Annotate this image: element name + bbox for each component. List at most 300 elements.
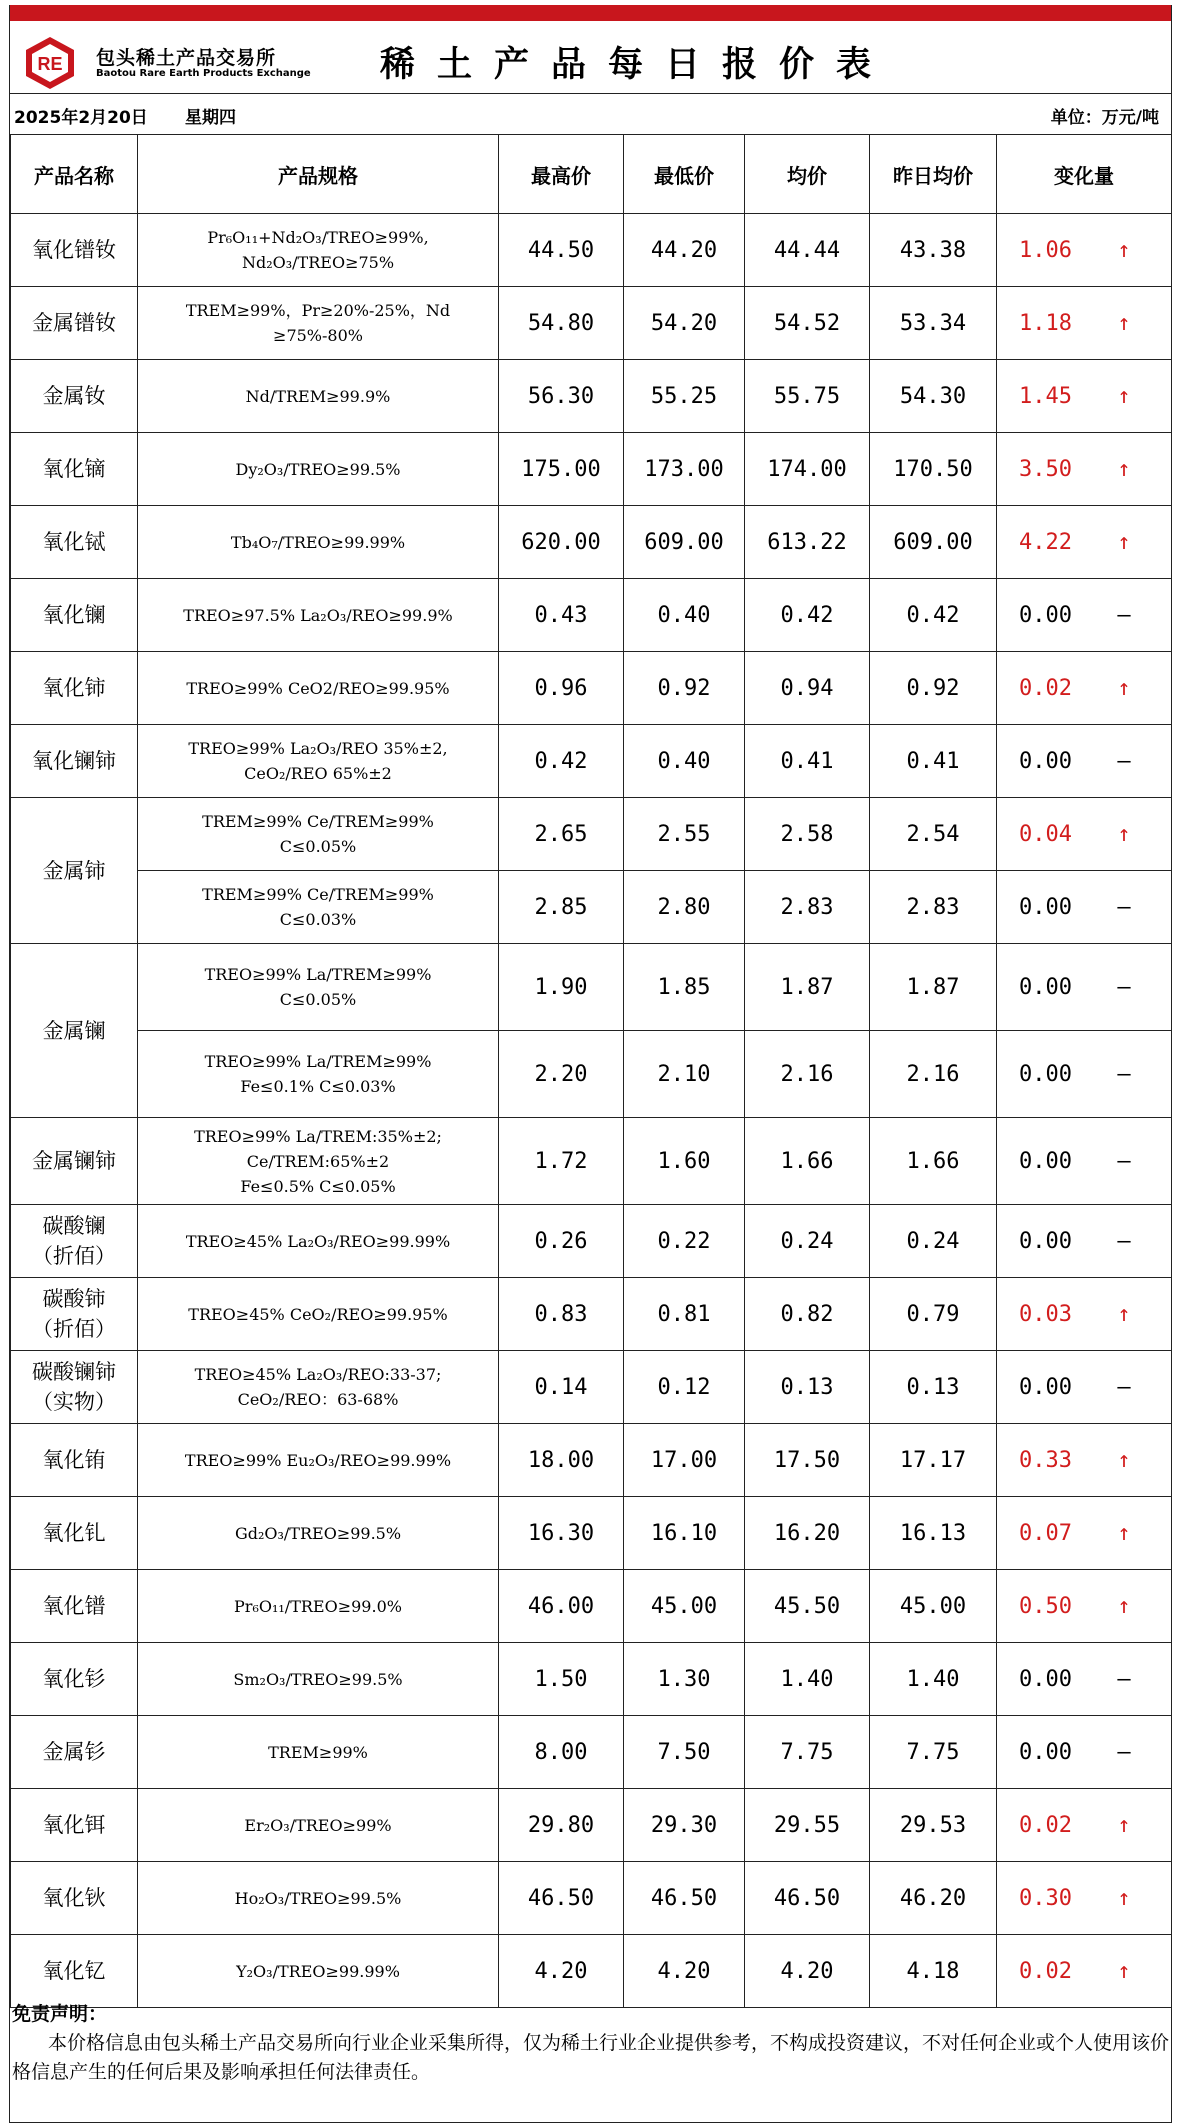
price-change	[997, 360, 1172, 433]
price-avg: 2.83	[745, 871, 870, 944]
up-arrow-icon: ↑	[1117, 310, 1131, 336]
price-low: 4.20	[624, 1935, 745, 2008]
table-row	[11, 1278, 1172, 1351]
price-low: 55.25	[624, 360, 745, 433]
flat-dash-icon: —	[1117, 1666, 1131, 1692]
price-low: 0.22	[624, 1205, 745, 1278]
change-value: 0.03	[1019, 1301, 1072, 1327]
up-arrow-icon: ↑	[1117, 529, 1131, 555]
product-name-line: 金属镧	[42, 1018, 106, 1043]
change-value: 1.06	[1019, 237, 1072, 263]
price-change	[997, 1643, 1172, 1716]
product-name	[11, 1862, 138, 1935]
table-row	[11, 506, 1172, 579]
product-name-line: 金属钐	[42, 1740, 106, 1764]
product-spec	[138, 1278, 499, 1351]
change-value: 0.02	[1019, 675, 1072, 701]
up-arrow-icon: ↑	[1117, 1520, 1131, 1546]
table-header-row	[11, 135, 1172, 214]
spec-line: C≤0.03%	[279, 910, 357, 929]
product-spec	[138, 1497, 499, 1570]
price-high: 44.50	[499, 214, 624, 287]
price-change	[997, 1862, 1172, 1935]
price-prev-avg: 0.42	[870, 579, 997, 652]
change-value: 0.00	[1019, 1228, 1072, 1254]
price-sheet	[9, 5, 1172, 2123]
price-high: 29.80	[499, 1789, 624, 1862]
product-name	[11, 433, 138, 506]
table-row	[11, 1031, 1172, 1118]
price-low: 16.10	[624, 1497, 745, 1570]
product-spec	[138, 579, 499, 652]
price-high: 46.00	[499, 1570, 624, 1643]
change-value: 0.00	[1019, 1374, 1072, 1400]
product-name	[11, 360, 138, 433]
price-change	[997, 1351, 1172, 1424]
price-prev-avg: 4.18	[870, 1935, 997, 2008]
price-prev-avg: 29.53	[870, 1789, 997, 1862]
product-name	[11, 506, 138, 579]
table-row	[11, 1351, 1172, 1424]
price-high: 4.20	[499, 1935, 624, 2008]
up-arrow-icon: ↑	[1117, 675, 1131, 701]
price-avg: 0.41	[745, 725, 870, 798]
product-name	[11, 1497, 138, 1570]
price-change	[997, 1424, 1172, 1497]
change-value: 0.02	[1019, 1958, 1072, 1984]
price-high: 1.72	[499, 1118, 624, 1205]
spec-line: TREO≥99% La/TREM≥99%	[204, 965, 432, 984]
price-low: 173.00	[624, 433, 745, 506]
up-arrow-icon: ↑	[1117, 1958, 1131, 1984]
spec-line: TREO≥99% La/TREM:35%±2;	[194, 1126, 442, 1146]
product-name	[11, 579, 138, 652]
spec-line: TREO≥99% La/TREM≥99%	[204, 1052, 432, 1071]
product-name-line: 氧化钐	[42, 1667, 106, 1691]
table-row	[11, 1205, 1172, 1278]
info-bar	[10, 93, 1171, 135]
table-row	[11, 1862, 1172, 1935]
price-prev-avg: 2.54	[870, 798, 997, 871]
price-high: 1.50	[499, 1643, 624, 1716]
product-name-line: 氧化镨钕	[32, 238, 116, 262]
product-name-line: 氧化铒	[42, 1813, 106, 1837]
price-avg: 613.22	[745, 506, 870, 579]
price-prev-avg: 2.16	[870, 1031, 997, 1118]
price-low: 1.85	[624, 944, 745, 1031]
product-spec	[138, 1862, 499, 1935]
price-low: 0.81	[624, 1278, 745, 1351]
spec-line: TREO≥45% La₂O₃/REO≥99.99%	[185, 1231, 451, 1251]
spec-line: TREO≥45% La₂O₃/REO:33-37;	[194, 1365, 442, 1384]
price-prev-avg: 170.50	[870, 433, 997, 506]
price-low: 2.55	[624, 798, 745, 871]
price-low: 1.30	[624, 1643, 745, 1716]
product-name	[11, 287, 138, 360]
price-change	[997, 1031, 1172, 1118]
price-low: 45.00	[624, 1570, 745, 1643]
flat-dash-icon: —	[1117, 1228, 1131, 1254]
flat-dash-icon: —	[1117, 602, 1131, 628]
up-arrow-icon: ↑	[1117, 383, 1131, 409]
product-name	[11, 1643, 138, 1716]
disclaimer-body: 本价格信息由包头稀土产品交易所向行业企业采集所得，仅为稀土行业企业提供参考，不构成投资建议，不对任何企业或个人使用该价格信息产生的任何后果及影响承担任何法律责任。	[12, 2032, 1170, 2083]
price-prev-avg: 53.34	[870, 287, 997, 360]
table-row	[11, 1424, 1172, 1497]
spec-line: TREO≥99% La₂O₃/REO 35%±2,	[188, 739, 448, 758]
price-prev-avg: 43.38	[870, 214, 997, 287]
flat-dash-icon: —	[1117, 748, 1131, 774]
product-name-line: 氧化镨	[42, 1594, 106, 1618]
flat-dash-icon: —	[1117, 1148, 1131, 1174]
spec-line: Er₂O₃/TREO≥99%	[244, 1815, 392, 1835]
price-high: 54.80	[499, 287, 624, 360]
spec-line: TREO≥99% Eu₂O₃/REO≥99.99%	[184, 1450, 452, 1470]
table-row	[11, 360, 1172, 433]
product-spec	[138, 287, 499, 360]
spec-line: Sm₂O₃/TREO≥99.5%	[233, 1669, 403, 1689]
price-prev-avg: 54.30	[870, 360, 997, 433]
table-row	[11, 1570, 1172, 1643]
price-avg: 46.50	[745, 1862, 870, 1935]
product-spec	[138, 1643, 499, 1716]
price-low: 0.40	[624, 725, 745, 798]
price-prev-avg: 45.00	[870, 1570, 997, 1643]
price-avg: 0.24	[745, 1205, 870, 1278]
price-change	[997, 1497, 1172, 1570]
change-value: 0.00	[1019, 748, 1072, 774]
price-high: 56.30	[499, 360, 624, 433]
price-avg: 17.50	[745, 1424, 870, 1497]
change-value: 0.00	[1019, 602, 1072, 628]
product-name-line: 氧化钇	[42, 1959, 106, 1983]
product-spec	[138, 652, 499, 725]
product-name-line: 氧化铕	[42, 1448, 106, 1472]
spec-line: Fe≤0.1% C≤0.03%	[240, 1077, 396, 1096]
product-name	[11, 1789, 138, 1862]
price-avg: 16.20	[745, 1497, 870, 1570]
col-header-high: 最高价	[499, 135, 624, 214]
change-value: 0.00	[1019, 1061, 1072, 1087]
price-low: 44.20	[624, 214, 745, 287]
price-avg: 4.20	[745, 1935, 870, 2008]
product-spec	[138, 214, 499, 287]
price-high: 46.50	[499, 1862, 624, 1935]
change-value: 0.00	[1019, 974, 1072, 1000]
re-logo-icon	[22, 35, 78, 91]
price-low: 2.80	[624, 871, 745, 944]
col-header-low: 最低价	[624, 135, 745, 214]
exchange-name-en: Baotou Rare Earth Products Exchange	[96, 68, 311, 79]
price-change	[997, 652, 1172, 725]
change-value: 0.00	[1019, 1739, 1072, 1765]
price-prev-avg: 1.66	[870, 1118, 997, 1205]
spec-line: Nd₂O₃/TREO≥75%	[241, 253, 395, 272]
flat-dash-icon: —	[1117, 1374, 1131, 1400]
change-value: 0.00	[1019, 1666, 1072, 1692]
price-low: 29.30	[624, 1789, 745, 1862]
product-name-line: 金属镨钕	[32, 311, 116, 335]
table-row	[11, 1789, 1172, 1862]
price-high: 2.20	[499, 1031, 624, 1118]
price-prev-avg: 609.00	[870, 506, 997, 579]
price-high: 18.00	[499, 1424, 624, 1497]
price-change	[997, 1278, 1172, 1351]
price-prev-avg: 0.41	[870, 725, 997, 798]
price-avg: 0.42	[745, 579, 870, 652]
price-high: 620.00	[499, 506, 624, 579]
price-avg: 54.52	[745, 287, 870, 360]
price-low: 54.20	[624, 287, 745, 360]
product-name-line: 氧化钆	[42, 1521, 106, 1545]
table-row	[11, 1935, 1172, 2008]
spec-line: TREO≥97.5% La₂O₃/REO≥99.9%	[183, 605, 453, 625]
price-prev-avg: 7.75	[870, 1716, 997, 1789]
price-avg: 45.50	[745, 1570, 870, 1643]
product-name	[11, 1351, 138, 1424]
product-name-line: 氧化铈	[42, 676, 106, 700]
price-low: 0.12	[624, 1351, 745, 1424]
product-name-line: 氧化钬	[42, 1886, 106, 1910]
price-prev-avg: 46.20	[870, 1862, 997, 1935]
product-spec	[138, 1570, 499, 1643]
product-spec	[138, 871, 499, 944]
product-spec	[138, 433, 499, 506]
price-avg: 174.00	[745, 433, 870, 506]
product-name-line: 碳酸镧铈	[32, 1360, 116, 1384]
price-avg: 44.44	[745, 214, 870, 287]
price-high: 2.65	[499, 798, 624, 871]
price-low: 2.10	[624, 1031, 745, 1118]
product-spec	[138, 1424, 499, 1497]
change-value: 3.50	[1019, 456, 1072, 482]
product-name-line: 氧化镝	[42, 457, 106, 481]
change-value: 0.07	[1019, 1520, 1072, 1546]
price-high: 0.42	[499, 725, 624, 798]
price-change	[997, 214, 1172, 287]
flat-dash-icon: —	[1117, 974, 1131, 1000]
price-avg: 1.66	[745, 1118, 870, 1205]
spec-line: ≥75%-80%	[273, 326, 363, 345]
price-change	[997, 1716, 1172, 1789]
product-spec	[138, 1031, 499, 1118]
product-name-line: 碳酸镧	[42, 1214, 106, 1238]
up-arrow-icon: ↑	[1117, 456, 1131, 482]
price-avg: 0.13	[745, 1351, 870, 1424]
price-prev-avg: 1.40	[870, 1643, 997, 1716]
price-high: 8.00	[499, 1716, 624, 1789]
up-arrow-icon: ↑	[1117, 1593, 1131, 1619]
product-name-line: 氧化铽	[42, 530, 106, 554]
price-change	[997, 871, 1172, 944]
product-name	[11, 798, 138, 944]
change-value: 1.18	[1019, 310, 1072, 336]
price-change	[997, 944, 1172, 1031]
spec-line: Dy₂O₃/TREO≥99.5%	[235, 459, 401, 479]
disclaimer	[10, 2000, 1171, 2087]
table-row	[11, 798, 1172, 871]
spec-line: CeO₂/REO 65%±2	[244, 764, 392, 783]
spec-line: Pr₆O₁₁+Nd₂O₃/TREO≥99%,	[207, 228, 429, 247]
price-prev-avg: 0.24	[870, 1205, 997, 1278]
product-name-line: 金属镧铈	[32, 1149, 116, 1173]
price-change	[997, 433, 1172, 506]
table-row	[11, 1716, 1172, 1789]
table-row	[11, 871, 1172, 944]
price-low: 17.00	[624, 1424, 745, 1497]
spec-line: Tb₄O₇/TREO≥99.99%	[230, 532, 406, 552]
price-avg: 1.87	[745, 944, 870, 1031]
price-low: 0.92	[624, 652, 745, 725]
col-header-change: 变化量	[997, 135, 1172, 214]
price-low: 609.00	[624, 506, 745, 579]
page-title: 稀土产品每日报价表	[380, 45, 894, 85]
spec-line: C≤0.05%	[279, 990, 357, 1009]
spec-line: Pr₆O₁₁/TREO≥99.0%	[234, 1596, 402, 1616]
report-date: 2025年2月20日	[14, 108, 148, 128]
change-value: 4.22	[1019, 529, 1072, 555]
product-name	[11, 1570, 138, 1643]
col-header-product-name: 产品名称	[11, 135, 138, 214]
price-high: 0.83	[499, 1278, 624, 1351]
table-row	[11, 725, 1172, 798]
product-spec	[138, 1716, 499, 1789]
price-high: 16.30	[499, 1497, 624, 1570]
spec-line: Nd/TREM≥99.9%	[245, 386, 391, 406]
col-header-avg: 均价	[745, 135, 870, 214]
product-name	[11, 652, 138, 725]
product-name	[11, 725, 138, 798]
price-prev-avg: 0.13	[870, 1351, 997, 1424]
table-row	[11, 1497, 1172, 1570]
price-prev-avg: 0.79	[870, 1278, 997, 1351]
price-low: 0.40	[624, 579, 745, 652]
spec-line: TREO≥99% CeO2/REO≥99.95%	[186, 678, 450, 698]
spec-line: TREM≥99% Ce/TREM≥99%	[202, 885, 434, 904]
table-row	[11, 579, 1172, 652]
product-name-line: （折佰）	[32, 1244, 116, 1268]
col-header-spec: 产品规格	[138, 135, 499, 214]
price-prev-avg: 1.87	[870, 944, 997, 1031]
price-avg: 0.82	[745, 1278, 870, 1351]
product-spec	[138, 798, 499, 871]
up-arrow-icon: ↑	[1117, 237, 1131, 263]
product-name-line: 金属钕	[42, 384, 106, 408]
disclaimer-heading: 免责声明：	[12, 2003, 108, 2025]
price-change	[997, 287, 1172, 360]
price-high: 0.26	[499, 1205, 624, 1278]
flat-dash-icon: —	[1117, 894, 1131, 920]
product-spec	[138, 725, 499, 798]
price-low: 1.60	[624, 1118, 745, 1205]
up-arrow-icon: ↑	[1117, 1812, 1131, 1838]
price-avg: 55.75	[745, 360, 870, 433]
product-spec	[138, 1118, 499, 1205]
up-arrow-icon: ↑	[1117, 1447, 1131, 1473]
price-change	[997, 579, 1172, 652]
product-spec	[138, 506, 499, 579]
price-change	[997, 1935, 1172, 2008]
product-name	[11, 214, 138, 287]
change-value: 0.30	[1019, 1885, 1072, 1911]
price-high: 1.90	[499, 944, 624, 1031]
product-name-line: 金属铈	[42, 858, 106, 883]
table-row	[11, 433, 1172, 506]
price-unit: 单位：万元/吨	[1050, 108, 1159, 128]
spec-line: TREO≥45% CeO₂/REO≥99.95%	[188, 1304, 448, 1324]
change-value: 0.00	[1019, 1148, 1072, 1174]
top-red-bar	[10, 5, 1171, 21]
price-change	[997, 1789, 1172, 1862]
change-value: 1.45	[1019, 383, 1072, 409]
product-name	[11, 1716, 138, 1789]
price-change	[997, 506, 1172, 579]
up-arrow-icon: ↑	[1117, 821, 1131, 847]
spec-line: TREM≥99%	[268, 1742, 368, 1762]
report-weekday: 星期四	[185, 108, 236, 128]
product-spec	[138, 1789, 499, 1862]
price-low: 7.50	[624, 1716, 745, 1789]
change-value: 0.00	[1019, 894, 1072, 920]
price-prev-avg: 16.13	[870, 1497, 997, 1570]
flat-dash-icon: —	[1117, 1061, 1131, 1087]
price-high: 2.85	[499, 871, 624, 944]
spec-line: TREM≥99%，Pr≥20%-25%，Nd	[185, 301, 451, 320]
product-name	[11, 1935, 138, 2008]
table-row	[11, 1643, 1172, 1716]
price-change	[997, 1570, 1172, 1643]
change-value: 0.33	[1019, 1447, 1072, 1473]
price-change	[997, 1118, 1172, 1205]
price-avg: 2.58	[745, 798, 870, 871]
product-name-line: 碳酸铈	[42, 1287, 106, 1311]
spec-line: Ho₂O₃/TREO≥99.5%	[234, 1888, 402, 1908]
price-change	[997, 725, 1172, 798]
spec-line: TREM≥99% Ce/TREM≥99%	[202, 812, 434, 831]
spec-line: CeO₂/REO：63-68%	[237, 1390, 399, 1409]
price-avg: 0.94	[745, 652, 870, 725]
logo-text: RE	[37, 54, 63, 74]
product-spec	[138, 1205, 499, 1278]
price-low: 46.50	[624, 1862, 745, 1935]
price-change	[997, 798, 1172, 871]
col-header-prev-avg: 昨日均价	[870, 135, 997, 214]
product-name-line: （实物）	[32, 1390, 116, 1414]
price-avg: 1.40	[745, 1643, 870, 1716]
product-name	[11, 1205, 138, 1278]
exchange-name-cn: 包头稀土产品交易所	[96, 47, 277, 69]
table-row	[11, 287, 1172, 360]
price-high: 0.43	[499, 579, 624, 652]
table-row	[11, 652, 1172, 725]
product-spec	[138, 944, 499, 1031]
flat-dash-icon: —	[1117, 1739, 1131, 1765]
spec-line: Gd₂O₃/TREO≥99.5%	[234, 1523, 402, 1543]
change-value: 0.02	[1019, 1812, 1072, 1838]
product-spec	[138, 1935, 499, 2008]
product-spec	[138, 1351, 499, 1424]
table-row	[11, 1118, 1172, 1205]
price-prev-avg: 2.83	[870, 871, 997, 944]
price-table	[10, 134, 1172, 2008]
product-spec	[138, 360, 499, 433]
up-arrow-icon: ↑	[1117, 1301, 1131, 1327]
spec-line: Fe≤0.5% C≤0.05%	[240, 1176, 396, 1196]
price-change	[997, 1205, 1172, 1278]
price-avg: 7.75	[745, 1716, 870, 1789]
price-high: 0.96	[499, 652, 624, 725]
product-name	[11, 1278, 138, 1351]
